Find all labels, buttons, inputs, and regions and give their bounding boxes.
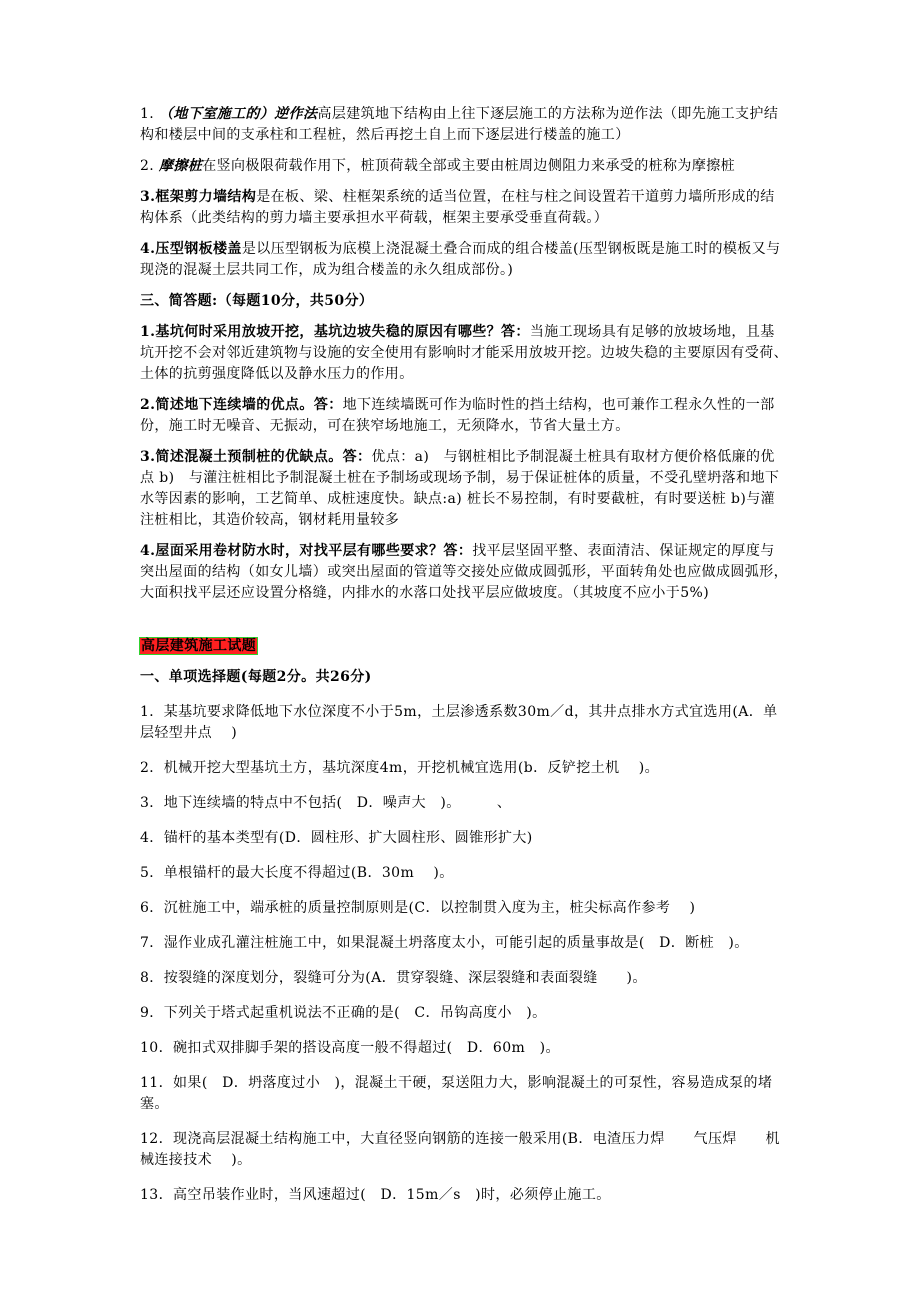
definition-1 (140, 104, 788, 146)
def-term: 框架剪力墙结构 (155, 189, 257, 205)
qa-item-2 (140, 395, 788, 437)
mcq-item: 7．湿作业成孔灌注桩施工中，如果混凝土坍落度太小，可能引起的质量事故是( D．断桩 )。 (140, 935, 749, 951)
mcq-item: 10．碗扣式双排脚手架的搭设高度一般不得超过( D．60m )。 (140, 1040, 560, 1056)
mcq-item: 5．单根锚杆的最大长度不得超过(B．30m )。 (140, 865, 454, 881)
mcq-item: 8．按裂缝的深度划分，裂缝可分为(A．贯穿裂缝、深层裂缝和表面裂缝 )。 (140, 970, 647, 986)
mcq-item: 4．锚杆的基本类型有(D．圆柱形、扩大圆柱形、圆锥形扩大) (140, 830, 533, 846)
qa-item-4 (140, 541, 788, 604)
mcq-item: 3．地下连续墙的特点中不包括( D．噪声大 )。 、 (140, 795, 512, 811)
definition-2 (140, 156, 788, 177)
section-heading-multiple-choice: 一、单项选择题(每题2分。共26分) (140, 669, 372, 685)
question: 1.基坑何时采用放坡开挖，基坑边坡失稳的原因有哪些？答： (140, 324, 530, 340)
mcq-item: 11．如果( D．坍落度过小 )，混凝土干硬，泵送阻力大，影响混凝土的可泵性，容易造成泵的堵塞。 (140, 1075, 773, 1112)
definition-3 (140, 187, 788, 229)
question: 4.屋面采用卷材防水时，对找平层有哪些要求？答： (140, 543, 473, 559)
exam-title-line (140, 636, 788, 657)
answer: 优点：a) 与钢桩相比予制混凝土桩具有取材方便价格低廉的优点 b) 与灌注桩相比予制混凝土桩在予制场或现场予制，易于保证桩体的质量，不受孔壁坍落和地下水等因素的影响，工艺简单、成桩速度快。缺点:a) 桩长不易控制，有时要截桩，有时要送桩 b)与灌注桩相比，其造价较高，钢材耗用量较多 (140, 449, 780, 528)
answer: 找平层坚固平整、表面清洁、保证规定的厚度与突出屋面的结构（如女儿墙）或突出屋面的管道等交接处应做成圆弧形，平面转角处也应做成圆弧形，大面积找平层还应设置分格缝，内排水的水落口处找平层应做坡度。（其坡度不应小于5%) (140, 543, 788, 601)
def-text: 高层建筑地下结构由上往下逐层施工的方法称为逆作法（即先施工支护结构和楼层中间的支承柱和工程桩，然后再挖土自上而下逐层进行楼盖的施工） (140, 106, 779, 143)
def-number: 3. (140, 189, 156, 205)
mcq-item: 13．高空吊装作业时，当风速超过( D．15m／s )时，必须停止施工。 (140, 1187, 611, 1203)
question: 2.简述地下连续墙的优点。答： (140, 397, 343, 413)
answer: 地下连续墙既可作为临时性的挡土结构，也可兼作工程永久性的一部份，施工时无噪音、无振动，可在狭窄场地施工，无须降水，节省大量土方。 (140, 397, 775, 434)
mcq-item: 12．现浇高层混凝土结构施工中，大直径竖向钢筋的连接一般采用(B．电渣压力焊 气压焊 机械连接技术 )。 (140, 1131, 780, 1168)
definition-4 (140, 239, 788, 281)
document-page (140, 104, 788, 1206)
def-text: 是以压型钢板为底模上浇混凝土叠合而成的组合楼盖(压型钢板既是施工时的模板又与现浇的混凝土层共同工作，成为组合楼盖的永久组成部份。) (140, 241, 781, 278)
mcq-item: 6．沉桩施工中，端承桩的质量控制原则是(C．以控制贯入度为主，桩尖标高作参考 ) (140, 900, 696, 916)
def-term: 压型钢板楼盖 (155, 241, 242, 257)
def-number: 4. (140, 241, 156, 257)
mcq-item: 9．下列关于塔式起重机说法不正确的是( C．吊钩高度小 )。 (140, 1005, 547, 1021)
exam-title: 高层建筑施工试题 (141, 638, 257, 654)
def-term: 摩擦桩 (159, 158, 203, 174)
answer: 当施工现场具有足够的放坡场地，且基坑开挖不会对邻近建筑物与设施的安全使用有影响时才能采用放坡开挖。边坡失稳的主要原因有受荷、土体的抗剪强度降低以及静水压力的作用。 (140, 324, 788, 382)
mcq-item: 1．某基坑要求降低地下水位深度不小于5m，土层渗透系数30m／d，其井点排水方式宜选用(A．单层轻型井点 ) (140, 704, 778, 741)
mcq-list (140, 702, 788, 1206)
section-heading-short-answer: 三、简答题:（每题10分，共50分） (140, 293, 374, 309)
def-number: 2. (140, 158, 155, 174)
question: 3.简述混凝土预制桩的优缺点。答： (140, 449, 372, 465)
def-term: （地下室施工的）逆作法 (159, 106, 318, 122)
qa-item-1 (140, 322, 788, 385)
def-text: 在竖向极限荷载作用下，桩顶荷载全部或主要由桩周边侧阻力来承受的桩称为摩擦桩 (202, 158, 736, 174)
qa-item-3 (140, 447, 788, 531)
mcq-item: 2．机械开挖大型基坑土方，基坑深度4m，开挖机械宜选用(b．反铲挖土机 )。 (140, 760, 660, 776)
def-text: 是在板、梁、柱框架系统的适当位置，在柱与柱之间设置若干道剪力墙所形成的结构体系（此类结构的剪力墙主要承担水平荷载，框架主要承受垂直荷载。） (140, 189, 775, 226)
def-number: 1. (140, 106, 155, 122)
